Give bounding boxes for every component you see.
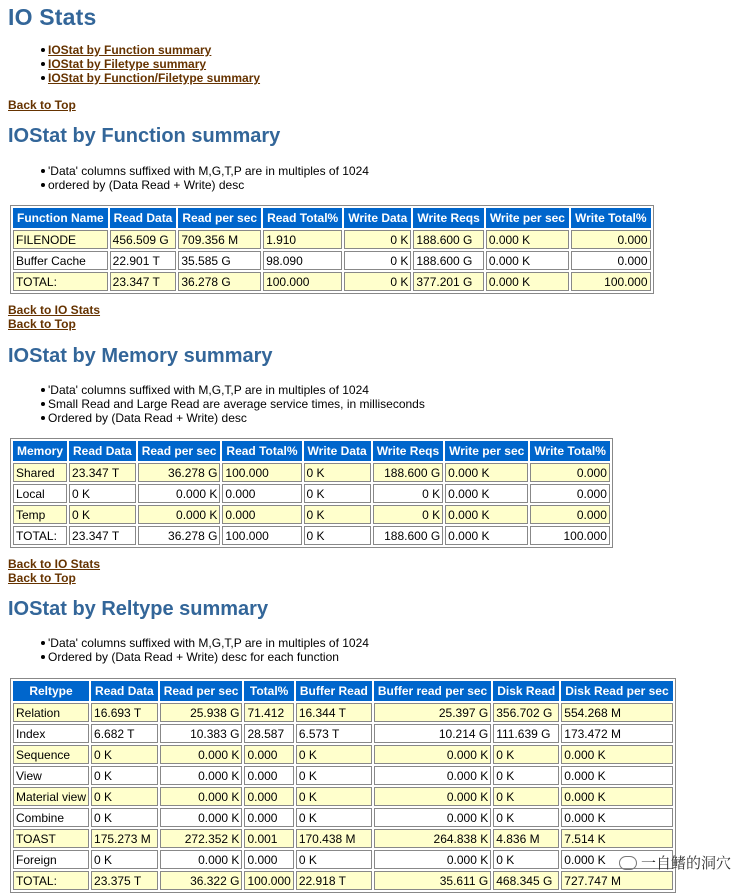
table-cell: 0.000 K <box>374 808 491 827</box>
table-row <box>13 251 651 270</box>
table-cell: 10.383 G <box>160 724 243 743</box>
table-cell: 0 K <box>296 787 372 806</box>
table-cell: 0 K <box>493 745 559 764</box>
function-summary-table <box>10 205 654 294</box>
table-cell: 0.000 K <box>561 850 672 869</box>
column-header: Write per sec <box>445 441 528 461</box>
table-cell: 35.585 G <box>178 251 261 270</box>
table-cell: 0 K <box>296 745 372 764</box>
table-cell: 0 K <box>91 808 158 827</box>
table-cell: 0 K <box>373 484 443 503</box>
table-cell: 0 K <box>296 808 372 827</box>
table-cell: 0.000 K <box>561 766 672 785</box>
table-cell: 173.472 M <box>561 724 672 743</box>
table-cell: 0.000 <box>530 463 610 482</box>
table-cell: 0 K <box>493 808 559 827</box>
table-cell: 264.838 K <box>374 829 491 848</box>
table-cell: Sequence <box>13 745 89 764</box>
note-item: Small Read and Large Read are average service times, in milliseconds <box>48 397 425 411</box>
table-cell: 0 K <box>493 787 559 806</box>
table-cell: 709.356 M <box>178 230 261 249</box>
table-cell: 36.278 G <box>138 526 221 545</box>
table-cell: 188.600 G <box>413 230 483 249</box>
table-cell: 23.347 T <box>69 463 136 482</box>
column-header: Buffer Read <box>296 681 372 701</box>
table-cell: 0 K <box>493 766 559 785</box>
back-to-top-link[interactable]: Back to Top <box>8 98 76 112</box>
column-header: Write per sec <box>486 208 569 228</box>
back-to-io-stats-link[interactable]: Back to IO Stats <box>8 557 101 571</box>
table-cell: 0.000 <box>571 251 651 270</box>
table-cell: TOTAL: <box>13 871 89 890</box>
nav-link-function-filetype-summary[interactable]: IOStat by Function/Filetype summary <box>48 71 261 85</box>
reltype-summary-table <box>10 678 676 893</box>
note-item: 'Data' columns suffixed with M,G,T,P are in multiples of 1024 <box>48 636 369 650</box>
table-cell: 175.273 M <box>91 829 158 848</box>
table-cell: 0.000 K <box>445 505 528 524</box>
back-to-top-link[interactable]: Back to Top <box>8 317 76 331</box>
table-cell: 188.600 G <box>373 526 443 545</box>
table-cell: 188.600 G <box>413 251 483 270</box>
table-cell: Foreign <box>13 850 89 869</box>
column-header: Read Data <box>69 441 136 461</box>
table-cell: 0.000 K <box>160 808 243 827</box>
column-header: Read per sec <box>178 208 261 228</box>
table-cell: 100.000 <box>222 463 301 482</box>
table-cell: 356.702 G <box>493 703 559 722</box>
table-cell: 16.693 T <box>91 703 158 722</box>
section-notes-reltype <box>48 636 369 664</box>
table-cell: 23.347 T <box>110 272 177 291</box>
table-cell: 0 K <box>493 850 559 869</box>
table-cell: 0.000 K <box>138 505 221 524</box>
table-cell: 0.001 <box>244 829 293 848</box>
table-cell: 0.000 K <box>486 230 569 249</box>
table-row <box>13 505 610 524</box>
column-header: Total% <box>244 681 293 701</box>
table-cell: Relation <box>13 703 89 722</box>
table-cell: 272.352 K <box>160 829 243 848</box>
table-cell: 727.747 M <box>561 871 672 890</box>
note-item: ordered by (Data Read + Write) desc <box>48 178 369 192</box>
table-cell: 0.000 <box>222 505 301 524</box>
table-cell: 25.938 G <box>160 703 243 722</box>
table-cell: 0 K <box>344 251 411 270</box>
table-cell: 100.000 <box>263 272 342 291</box>
table-cell: 10.214 G <box>374 724 491 743</box>
table-cell: 0.000 K <box>374 850 491 869</box>
back-to-io-stats-link[interactable]: Back to IO Stats <box>8 303 101 317</box>
table-cell: 0.000 <box>530 505 610 524</box>
table-cell: 0 K <box>304 526 371 545</box>
table-cell: TOAST <box>13 829 89 848</box>
table-cell: 98.090 <box>263 251 342 270</box>
table-cell: 0.000 <box>244 787 293 806</box>
column-header: Read Data <box>110 208 177 228</box>
table-cell: 0.000 K <box>374 745 491 764</box>
table-cell: 0 K <box>344 272 411 291</box>
table-cell: 23.375 T <box>91 871 158 890</box>
table-cell: 0.000 K <box>374 766 491 785</box>
table-row <box>13 829 673 848</box>
table-cell: 23.347 T <box>69 526 136 545</box>
table-row <box>13 526 610 545</box>
table-cell: 0.000 K <box>486 251 569 270</box>
table-cell: 36.322 G <box>160 871 243 890</box>
table-cell: 0 K <box>304 484 371 503</box>
table-cell: 0 K <box>91 787 158 806</box>
column-header: Write Total% <box>571 208 651 228</box>
table-row <box>13 703 673 722</box>
table-cell: View <box>13 766 89 785</box>
table-cell: 4.836 M <box>493 829 559 848</box>
table-cell: Shared <box>13 463 67 482</box>
table-cell: 0.000 <box>244 808 293 827</box>
note-item: Ordered by (Data Read + Write) desc for each function <box>48 650 369 664</box>
table-cell: 188.600 G <box>373 463 443 482</box>
memory-summary-table <box>10 438 613 548</box>
table-row <box>13 745 673 764</box>
table-cell: 0 K <box>296 850 372 869</box>
table-cell: 22.901 T <box>110 251 177 270</box>
table-cell: 0.000 K <box>160 850 243 869</box>
column-header: Write Total% <box>530 441 610 461</box>
table-cell: 100.000 <box>244 871 293 890</box>
table-cell: 0.000 <box>244 766 293 785</box>
table-cell: 170.438 M <box>296 829 372 848</box>
table-row <box>13 787 673 806</box>
table-row <box>13 766 673 785</box>
watermark <box>619 852 731 873</box>
table-cell: 0.000 K <box>160 745 243 764</box>
section-notes-memory <box>48 383 425 425</box>
column-header: Write Reqs <box>413 208 483 228</box>
table-cell: Temp <box>13 505 67 524</box>
table-cell: 0.000 <box>244 850 293 869</box>
table-row <box>13 808 673 827</box>
column-header: Disk Read <box>493 681 559 701</box>
report-nav <box>48 43 260 85</box>
table-cell: 0.000 K <box>486 272 569 291</box>
table-cell: Index <box>13 724 89 743</box>
table-cell: 25.397 G <box>374 703 491 722</box>
column-header: Read per sec <box>160 681 243 701</box>
table-cell: 0 K <box>304 505 371 524</box>
table-row <box>13 724 673 743</box>
table-cell: 0.000 K <box>561 745 672 764</box>
table-cell: 0.000 K <box>445 484 528 503</box>
section-title-reltype: IOStat by Reltype summary <box>8 598 269 620</box>
column-header: Read Total% <box>263 208 342 228</box>
table-row <box>13 272 651 291</box>
note-item: Ordered by (Data Read + Write) desc <box>48 411 425 425</box>
table-cell: 0 K <box>296 766 372 785</box>
section-notes-function <box>48 164 369 192</box>
table-cell: TOTAL: <box>13 526 67 545</box>
table-cell: Combine <box>13 808 89 827</box>
table-cell: 0.000 K <box>160 787 243 806</box>
section-title-function: IOStat by Function summary <box>8 125 281 147</box>
table-cell: 456.509 G <box>110 230 177 249</box>
note-item: 'Data' columns suffixed with M,G,T,P are in multiples of 1024 <box>48 164 369 178</box>
table-cell: 100.000 <box>530 526 610 545</box>
table-row <box>13 230 651 249</box>
table-cell: 0 K <box>373 505 443 524</box>
column-header: Write Data <box>304 441 371 461</box>
table-cell: 0.000 <box>244 745 293 764</box>
column-header: Function Name <box>13 208 108 228</box>
table-cell: 0 K <box>344 230 411 249</box>
table-cell: Buffer Cache <box>13 251 108 270</box>
table-cell: 0.000 K <box>138 484 221 503</box>
page-title: IO Stats <box>8 4 97 30</box>
table-row <box>13 484 610 503</box>
table-row <box>13 463 610 482</box>
table-cell: 377.201 G <box>413 272 483 291</box>
table-cell: 468.345 G <box>493 871 559 890</box>
table-cell: TOTAL: <box>13 272 108 291</box>
table-cell: 0.000 K <box>374 787 491 806</box>
note-item: 'Data' columns suffixed with M,G,T,P are in multiples of 1024 <box>48 383 425 397</box>
table-cell: 36.278 G <box>138 463 221 482</box>
table-cell: 0 K <box>91 850 158 869</box>
table-cell: 0.000 <box>530 484 610 503</box>
table-cell: 0.000 K <box>160 766 243 785</box>
column-header: Disk Read per sec <box>561 681 672 701</box>
table-cell: 1.910 <box>263 230 342 249</box>
table-cell: 16.344 T <box>296 703 372 722</box>
table-cell: 7.514 K <box>561 829 672 848</box>
table-cell: 0 K <box>91 745 158 764</box>
section-title-memory: IOStat by Memory summary <box>8 345 273 367</box>
column-header: Reltype <box>13 681 89 701</box>
table-cell: 71.412 <box>244 703 293 722</box>
table-cell: 28.587 <box>244 724 293 743</box>
table-cell: 0.000 K <box>445 463 528 482</box>
table-cell: 0.000 K <box>445 526 528 545</box>
table-cell: 0 K <box>304 463 371 482</box>
column-header: Write Data <box>344 208 411 228</box>
table-cell: Local <box>13 484 67 503</box>
table-cell: 36.278 G <box>178 272 261 291</box>
column-header: Read per sec <box>138 441 221 461</box>
table-header-row <box>13 681 673 701</box>
watermark-text: 一自鳍的洞穴 <box>640 854 731 872</box>
table-cell: 100.000 <box>222 526 301 545</box>
column-header: Buffer read per sec <box>374 681 491 701</box>
table-cell: 0 K <box>69 505 136 524</box>
back-to-top-link[interactable]: Back to Top <box>8 571 76 585</box>
nav-link-function-summary[interactable]: IOStat by Function summary <box>48 43 212 57</box>
table-header-row <box>13 441 610 461</box>
table-cell: 0.000 <box>571 230 651 249</box>
table-cell: 6.682 T <box>91 724 158 743</box>
table-cell: 0 K <box>69 484 136 503</box>
table-row <box>13 850 673 869</box>
column-header: Write Reqs <box>373 441 443 461</box>
table-cell: 22.918 T <box>296 871 372 890</box>
table-cell: 0.000 K <box>561 787 672 806</box>
table-cell: 0.000 <box>222 484 301 503</box>
table-cell: 111.639 G <box>493 724 559 743</box>
table-cell: 0.000 K <box>561 808 672 827</box>
table-cell: 6.573 T <box>296 724 372 743</box>
nav-link-filetype-summary[interactable]: IOStat by Filetype summary <box>48 57 207 71</box>
table-cell: 35.611 G <box>374 871 491 890</box>
column-header: Memory <box>13 441 67 461</box>
table-cell: 0 K <box>91 766 158 785</box>
table-cell: FILENODE <box>13 230 108 249</box>
table-header-row <box>13 208 651 228</box>
column-header: Read Total% <box>222 441 301 461</box>
wechat-icon <box>619 856 637 870</box>
table-cell: Material view <box>13 787 89 806</box>
column-header: Read Data <box>91 681 158 701</box>
table-row <box>13 871 673 890</box>
table-cell: 554.268 M <box>561 703 672 722</box>
table-cell: 100.000 <box>571 272 651 291</box>
